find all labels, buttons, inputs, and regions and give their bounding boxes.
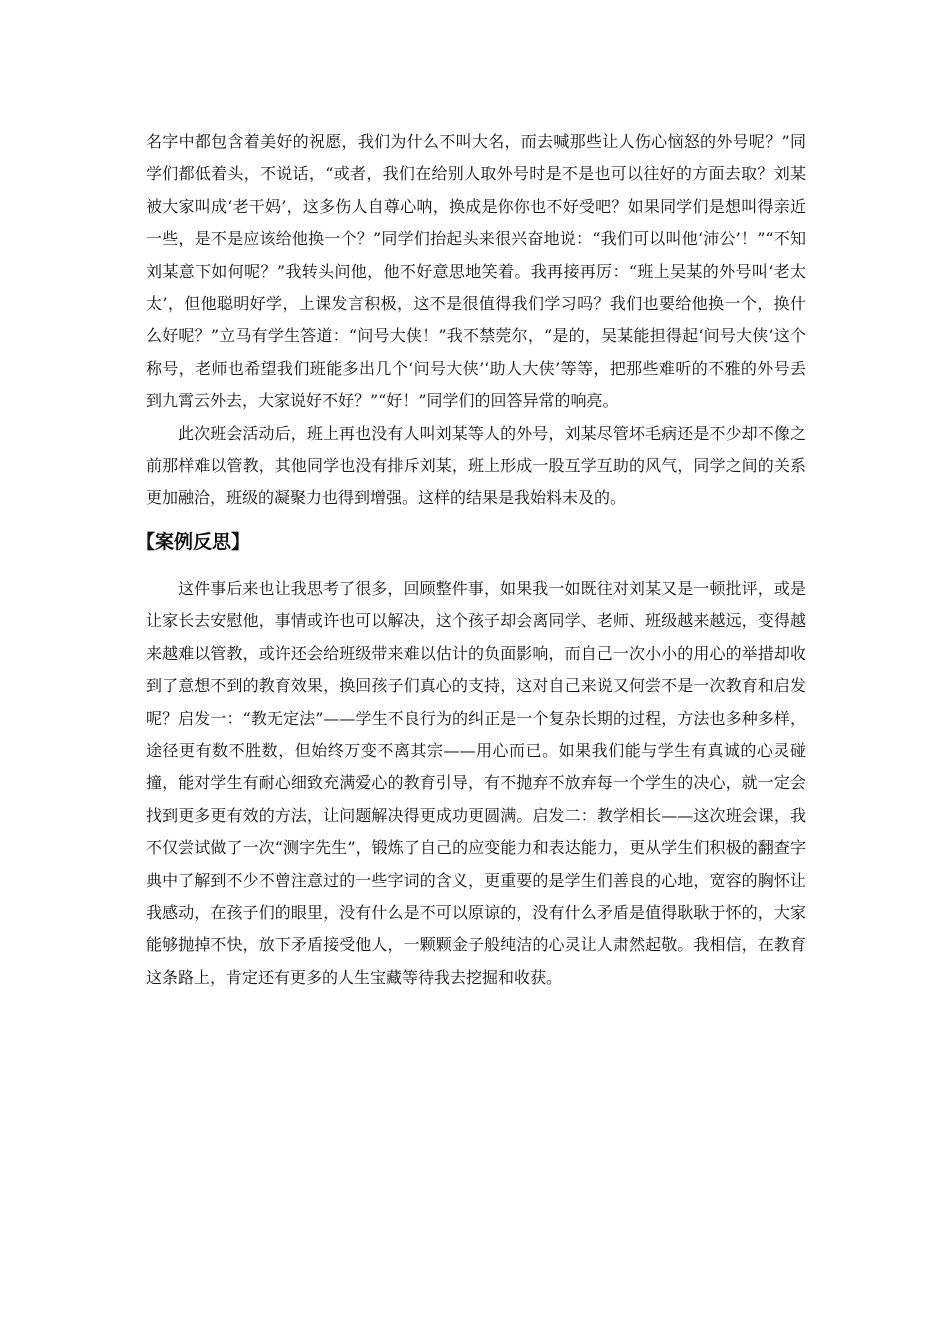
paragraph-outcome: 此次班会活动后，班上再也没有人叫刘某等人的外号，刘某尽管坏毛病还是不少却不像之前那样难以管教，其他同学也没有排斥刘某，班上形成一股互学互助的风气，同学之间的关系更加融洽，班级的凝聚力也得到增强。这样的结果是我始料未及的。 [146,423,806,508]
paragraph-reflection: 这件事后来也让我思考了很多，回顾整件事，如果我一如既往对刘某又是一顿批评，或是让家长去安慰他，事情或许也可以解决，这个孩子却会离同学、老师、班级越来越远，变得越来越难以管教，或许还会给班级带来难以估计的负面影响，而自己一次小小的用心的举措却收到了意想不到的教育效果，换回孩子们真心的支持，这对自己来说又何尝不是一次教育和启发呢？启发一：“教无定法”——学生不良行为的纠正是一个复杂长期的过程，方法也多种多样，途径更有数不胜数，但始终万变不离其宗——用心而已。如果我们能与学生有真诚的心灵碰撞，能对学生有耐心细致充满爱心的教育引导，有不抛弃不放弃每一个学生的决心，就一定会找到更多更有效的方法，让问题解决得更成功更圆满。启发二：教学相长——这次班会课，我不仅尝试做了一次“测字先生”，锻炼了自己的应变能力和表达能力，更从学生们积极的翻查字典中了解到不少不曾注意过的一些字词的含义，更重要的是学生们善良的心地，宽容的胸怀让我感动，在孩子们的眼里，没有什么是不可以原谅的，没有什么矛盾是值得耿耿于怀的，大家能够抛掉不快，放下矛盾接受他人，一颗颗金子般纯洁的心灵让人肃然起敬。我相信，在教育这条路上，肯定还有更多的人生宝藏等待我去挖掘和收获。 [146,578,806,987]
section-heading: 【案例反思】 [136,530,251,553]
paragraph-continued: 名字中都包含着美好的祝愿，我们为什么不叫大名，而去喊那些让人伤心恼怒的外号呢？”同学们都低着头，不说话，“或者，我们在给别人取外号时是不是也可以往好的方面去取？刘某被大家叫成‘老干妈’，这多伤人自尊心呐，换成是你你也不好受吧？如果同学们是想叫得亲近一些，是不是应该给他换一个？”同学们抬起头来很兴奋地说：“我们可以叫他‘沛公’！”“不知刘某意下如何呢？”我转头问他，他不好意思地笑着。我再接再厉：“班上吴某的外号叫‘老太太’，但他聪明好学，上课发言积极，这不是很值得我们学习吗？我们也要给他换一个，换什么好呢？”立马有学生答道：“问号大侠！”我不禁莞尔，“是的，吴某能担得起‘问号大侠’这个称号，老师也希望我们班能多出几个‘问号大侠’‘助人大侠’等等，把那些难听的不雅的外号丢到九霄云外去，大家说好不好？”“好！”同学们的回答异常的响亮。 [146,132,806,411]
document-body [136,126,806,994]
